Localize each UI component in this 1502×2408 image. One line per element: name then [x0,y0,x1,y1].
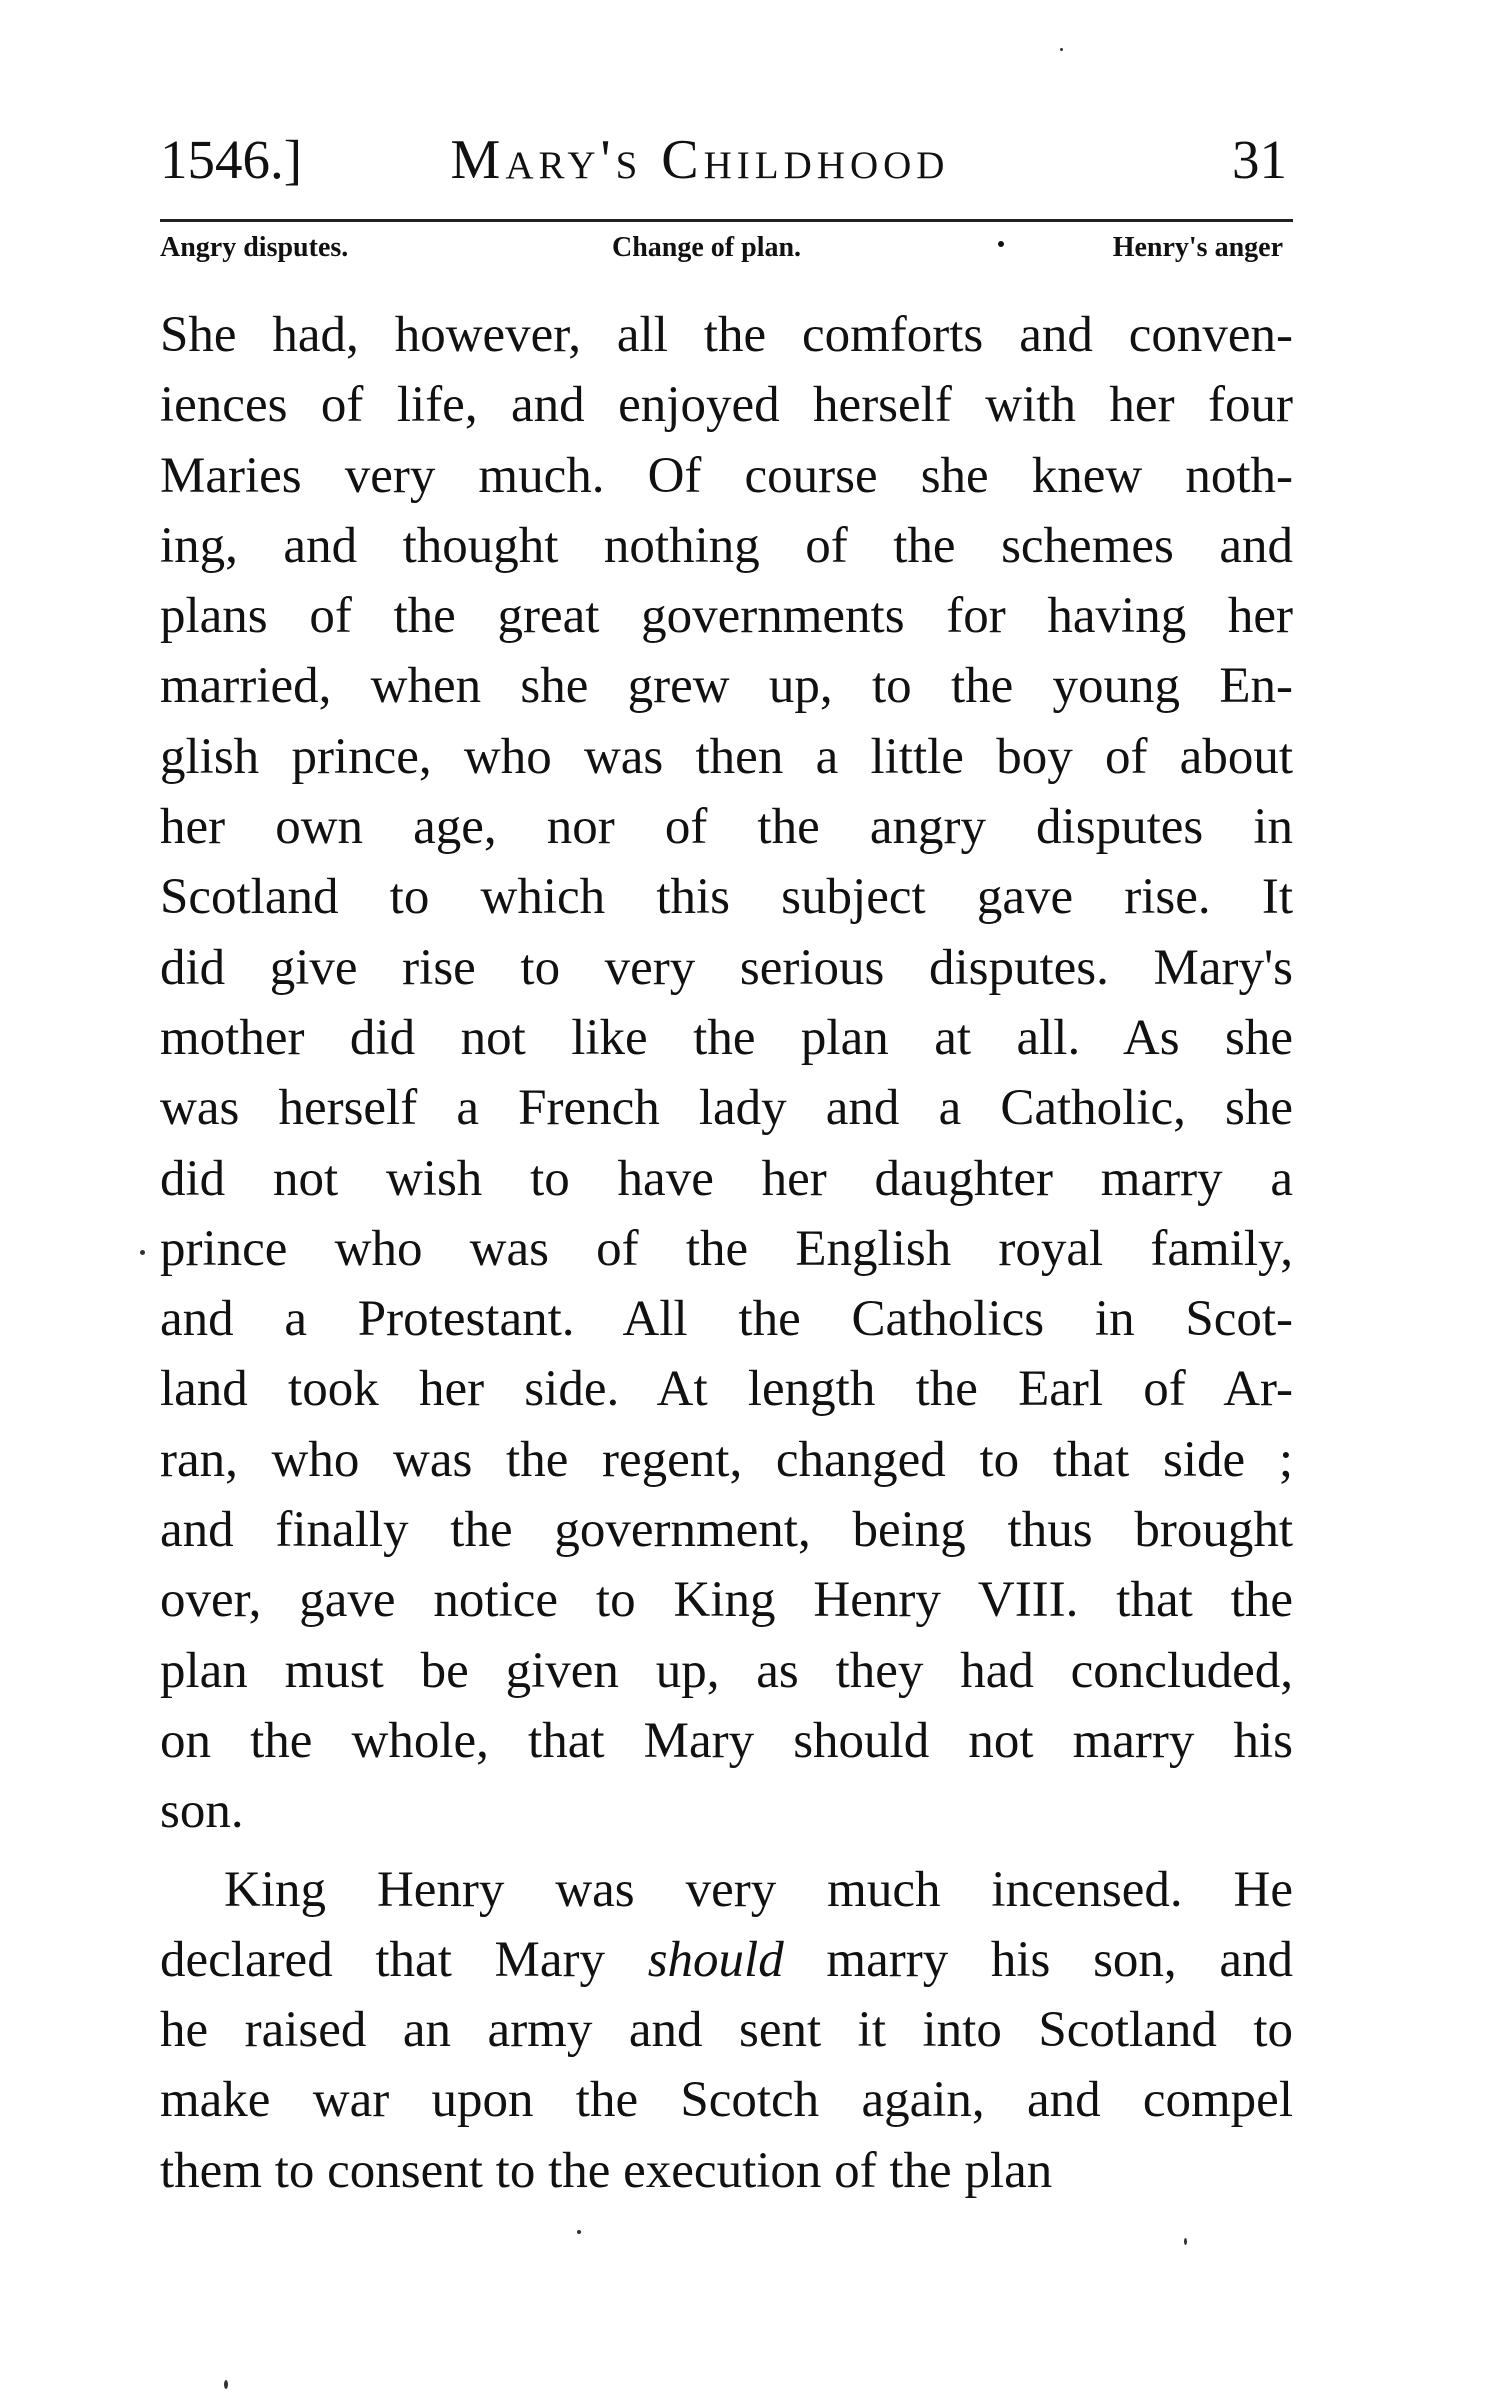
text-line: plans of the great governments for having her [160,588,1293,645]
text-run: declared that Mary [160,1931,648,1988]
text-line: married, when she grew up, to the young En- [160,658,1293,715]
text-line: he raised an army and sent it into Scotland to [160,2002,1293,2059]
text-line: prince who was of the English royal family, [160,1220,1293,1277]
paragraph [160,1855,1293,2206]
paragraph-gap [160,1847,1293,1855]
running-title: Mary's Childhood [450,129,950,191]
text-line: land took her side. At length the Earl of Ar- [160,1361,1293,1418]
page-speck [1060,48,1063,51]
text-line: plan must be given up, as they had concluded, [160,1642,1293,1699]
page-speck [140,1250,145,1255]
text-line: was herself a French lady and a Catholic, she [160,1080,1293,1137]
text-line: son. [160,1783,244,1840]
text-line: her own age, nor of the angry disputes in [160,799,1293,856]
page-speck [1184,2238,1187,2245]
text-line: Maries very much. Of course she knew noth- [160,447,1293,504]
text-line: make war upon the Scotch again, and compel [160,2072,1293,2129]
text-line: them to consent to the execution of the plan [160,2142,1053,2199]
text-line: Scotland to which this subject gave rise. It [160,869,1293,926]
text-line: King Henry was very much incensed. He [224,1861,1293,1918]
text-line: and finally the government, being thus brought [160,1502,1293,1559]
text-line: over, gave notice to King Henry VIII. that the [160,1572,1293,1629]
header-year: 1546.] [160,129,303,190]
text-line: She had, however, all the comforts and conven- [160,307,1293,363]
text-line: did not wish to have her daughter marry a [160,1150,1293,1207]
text-line: iences of life, and enjoyed herself with her four [160,377,1293,434]
paragraph [160,300,1293,1847]
text-line [160,1925,1293,1995]
text-line: mother did not like the plan at all. As she [160,1009,1293,1066]
sidenote-center: Change of plan. [612,232,802,263]
page-speck [224,2380,228,2389]
text-line: ran, who was the regent, changed to that side ; [160,1431,1293,1488]
sidenote-left: Angry disputes. [160,232,349,263]
text-line: glish prince, who was then a little boy of about [160,728,1293,785]
page-number: 31 [1232,129,1287,190]
text-run: marry his son, and [783,1931,1293,1988]
sidenote-separator-dot [998,241,1004,247]
body-text [160,300,1293,2206]
page-speck [577,2230,581,2234]
text-line: did give rise to very serious disputes. Mary's [160,939,1293,996]
text-line: and a Protestant. All the Catholics in Scot- [160,1291,1293,1348]
running-header [160,125,1293,195]
text-line: ing, and thought nothing of the schemes and [160,517,1293,574]
header-rule [160,219,1293,222]
text-line: on the whole, that Mary should not marry his [160,1712,1293,1769]
marginal-notes [160,226,1293,270]
sidenote-right: Henry's anger [1112,232,1283,263]
emphasized-word: should [647,1931,784,1988]
